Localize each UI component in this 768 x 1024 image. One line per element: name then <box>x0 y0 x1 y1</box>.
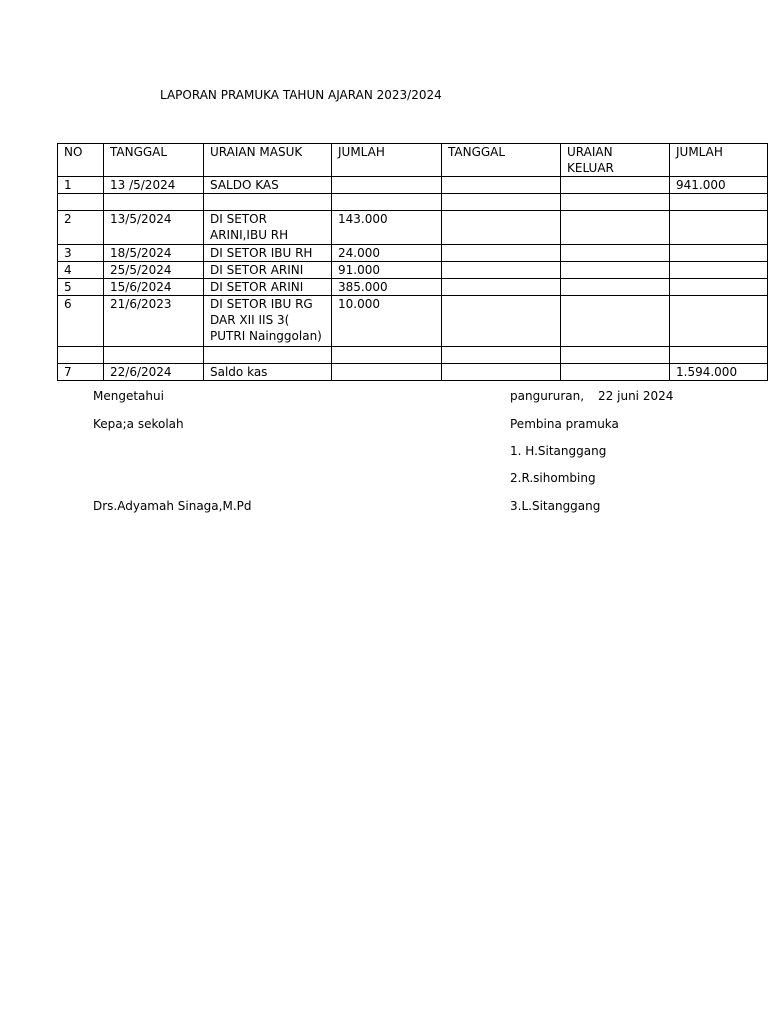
cell-jumlah-masuk: 10.000 <box>332 296 442 347</box>
table-row-empty <box>58 347 768 364</box>
header-no: NO <box>58 144 104 177</box>
table-row-empty <box>58 194 768 211</box>
cell-uraian-keluar <box>561 262 670 279</box>
cell-tanggal: 13/5/2024 <box>104 211 204 245</box>
cell-uraian-keluar <box>561 245 670 262</box>
header-jumlah-masuk: JUMLAH <box>332 144 442 177</box>
cell-jumlah-masuk <box>332 177 442 194</box>
cell-tanggal-keluar <box>442 177 561 194</box>
header-uraian-masuk: URAIAN MASUK <box>204 144 332 177</box>
coach-name-1: 1. H.Sitanggang <box>510 444 607 458</box>
coach-name-2: 2.R.sihombing <box>510 471 596 485</box>
cell-jumlah-keluar <box>670 194 768 211</box>
header-jumlah-keluar: JUMLAH <box>670 144 768 177</box>
table-row <box>58 296 768 347</box>
cell-jumlah-masuk: 24.000 <box>332 245 442 262</box>
cell-tanggal: 25/5/2024 <box>104 262 204 279</box>
acknowledged-label: Mengetahui <box>93 389 164 403</box>
cell-tanggal-keluar <box>442 245 561 262</box>
cell-tanggal <box>104 194 204 211</box>
cell-tanggal-keluar <box>442 279 561 296</box>
principal-role: Kepa;a sekolah <box>93 417 184 431</box>
cell-jumlah-masuk <box>332 347 442 364</box>
table-row <box>58 211 768 245</box>
cell-tanggal: 22/6/2024 <box>104 364 204 381</box>
coach-role: Pembina pramuka <box>510 417 619 431</box>
cell-jumlah-masuk: 143.000 <box>332 211 442 245</box>
table-row <box>58 262 768 279</box>
cell-jumlah-keluar <box>670 245 768 262</box>
cell-no <box>58 194 104 211</box>
cell-no: 7 <box>58 364 104 381</box>
cell-uraian-keluar <box>561 279 670 296</box>
table-row <box>58 245 768 262</box>
date: 22 juni 2024 <box>598 389 674 403</box>
table-row <box>58 279 768 296</box>
cell-jumlah-keluar <box>670 347 768 364</box>
cell-uraian-masuk: DI SETOR IBU RH <box>204 245 332 262</box>
cell-jumlah-keluar: 1.594.000 <box>670 364 768 381</box>
cell-no: 5 <box>58 279 104 296</box>
cell-tanggal-keluar <box>442 211 561 245</box>
coach-name-3: 3.L.Sitanggang <box>510 499 601 513</box>
cell-uraian-keluar <box>561 296 670 347</box>
cell-jumlah-masuk: 91.000 <box>332 262 442 279</box>
cell-uraian-masuk: DI SETOR ARINI <box>204 279 332 296</box>
cell-no <box>58 347 104 364</box>
header-uraian-keluar: URAIAN KELUAR <box>561 144 670 177</box>
cell-tanggal <box>104 347 204 364</box>
cell-uraian-keluar <box>561 177 670 194</box>
cell-no: 3 <box>58 245 104 262</box>
cell-tanggal: 15/6/2024 <box>104 279 204 296</box>
cell-jumlah-masuk <box>332 364 442 381</box>
cell-jumlah-keluar <box>670 262 768 279</box>
cell-uraian-masuk <box>204 347 332 364</box>
cell-tanggal-keluar <box>442 364 561 381</box>
cell-uraian-masuk <box>204 194 332 211</box>
principal-name: Drs.Adyamah Sinaga,M.Pd <box>93 499 252 513</box>
cell-tanggal: 21/6/2023 <box>104 296 204 347</box>
header-tanggal-masuk: TANGGAL <box>104 144 204 177</box>
cell-jumlah-keluar <box>670 279 768 296</box>
cell-tanggal: 18/5/2024 <box>104 245 204 262</box>
cell-no: 1 <box>58 177 104 194</box>
table-header-row <box>58 144 768 177</box>
cell-jumlah-keluar <box>670 211 768 245</box>
cell-uraian-keluar <box>561 211 670 245</box>
cell-jumlah-masuk <box>332 194 442 211</box>
cell-uraian-masuk: DI SETOR IBU RG DAR XII IIS 3( PUTRI Nainggolan) <box>204 296 332 347</box>
cell-jumlah-masuk: 385.000 <box>332 279 442 296</box>
cell-uraian-masuk: Saldo kas <box>204 364 332 381</box>
cell-no: 2 <box>58 211 104 245</box>
cell-uraian-masuk: DI SETOR ARINI,IBU RH <box>204 211 332 245</box>
table-row <box>58 364 768 381</box>
cell-tanggal-keluar <box>442 296 561 347</box>
place-date <box>510 389 673 403</box>
cell-uraian-keluar <box>561 194 670 211</box>
cell-uraian-masuk: DI SETOR ARINI <box>204 262 332 279</box>
place: pangururan, <box>510 389 585 403</box>
cell-uraian-masuk: SALDO KAS <box>204 177 332 194</box>
cell-no: 4 <box>58 262 104 279</box>
cell-tanggal: 13 /5/2024 <box>104 177 204 194</box>
cell-uraian-keluar <box>561 347 670 364</box>
cell-jumlah-keluar: 941.000 <box>670 177 768 194</box>
cell-tanggal-keluar <box>442 262 561 279</box>
table-row <box>58 177 768 194</box>
cell-tanggal-keluar <box>442 194 561 211</box>
cell-uraian-keluar <box>561 364 670 381</box>
cell-no: 6 <box>58 296 104 347</box>
cell-tanggal-keluar <box>442 347 561 364</box>
header-tanggal-keluar: TANGGAL <box>442 144 561 177</box>
cell-jumlah-keluar <box>670 296 768 347</box>
finance-table <box>57 143 768 381</box>
document-title: LAPORAN PRAMUKA TAHUN AJARAN 2023/2024 <box>160 88 442 102</box>
